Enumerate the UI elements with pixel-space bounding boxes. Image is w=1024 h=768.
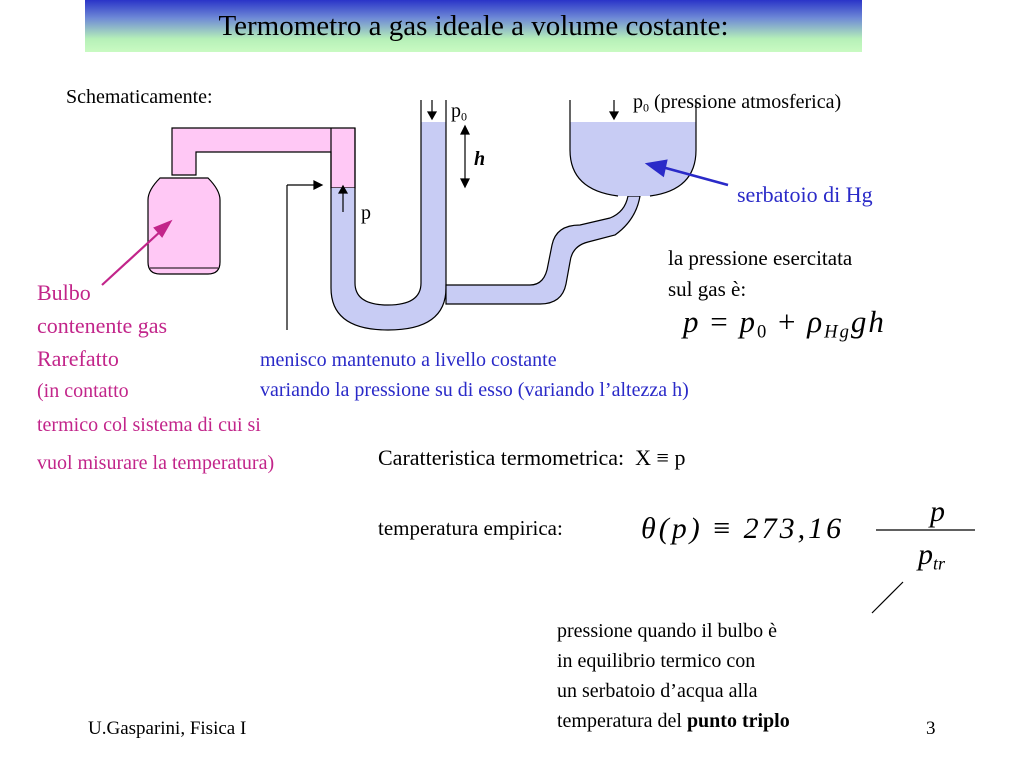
empirical-temperature-label: temperatura empirica: <box>378 516 563 540</box>
p-label: p <box>361 202 371 224</box>
pressure-text: la pressione esercitata sul gas è: <box>668 246 853 301</box>
reservoir-label: serbatoio di Hg <box>737 182 873 207</box>
h-label: h <box>474 148 486 170</box>
p0-left-label: $p_0$ <box>451 100 467 124</box>
schematic-label: Schematicamente: <box>66 86 213 108</box>
theta-formula-lhs: θ(p) ≡ 273,16 <box>641 512 845 545</box>
page-number: 3 <box>926 718 936 739</box>
meniscus-note: menisco mantenuto a livello costante variando la pressione su di esso (variando l’altezza h) <box>260 349 689 401</box>
characteristic-label: Caratteristica termometrica: X ≡ p <box>378 445 686 470</box>
mercury-reservoir <box>570 122 696 196</box>
connecting-tube <box>446 196 640 304</box>
pressure-formula: $p = p_0 + \rho_{Hg}gh$ <box>683 304 886 343</box>
footer-author: U.Gasparini, Fisica I <box>88 718 247 739</box>
bulb-note: (in contatto termico col sistema di cui si vuol misurare la temperatura) <box>37 380 275 474</box>
p0-atmospheric-label: $p_0$ (pressione atmosferica) <box>633 91 842 115</box>
theta-numerator: p <box>930 495 945 528</box>
bulb-label: Bulbo contenente gas Rarefatto <box>37 280 168 371</box>
triple-point-note: pressione quando il bulbo è in equilibrio termico con un serbatoio d’acqua alla temperatura del punto triplo <box>557 620 790 732</box>
slide-title: Termometro a gas ideale a volume costante: <box>218 10 729 42</box>
theta-denominator: $p_{tr}$ <box>918 538 946 574</box>
